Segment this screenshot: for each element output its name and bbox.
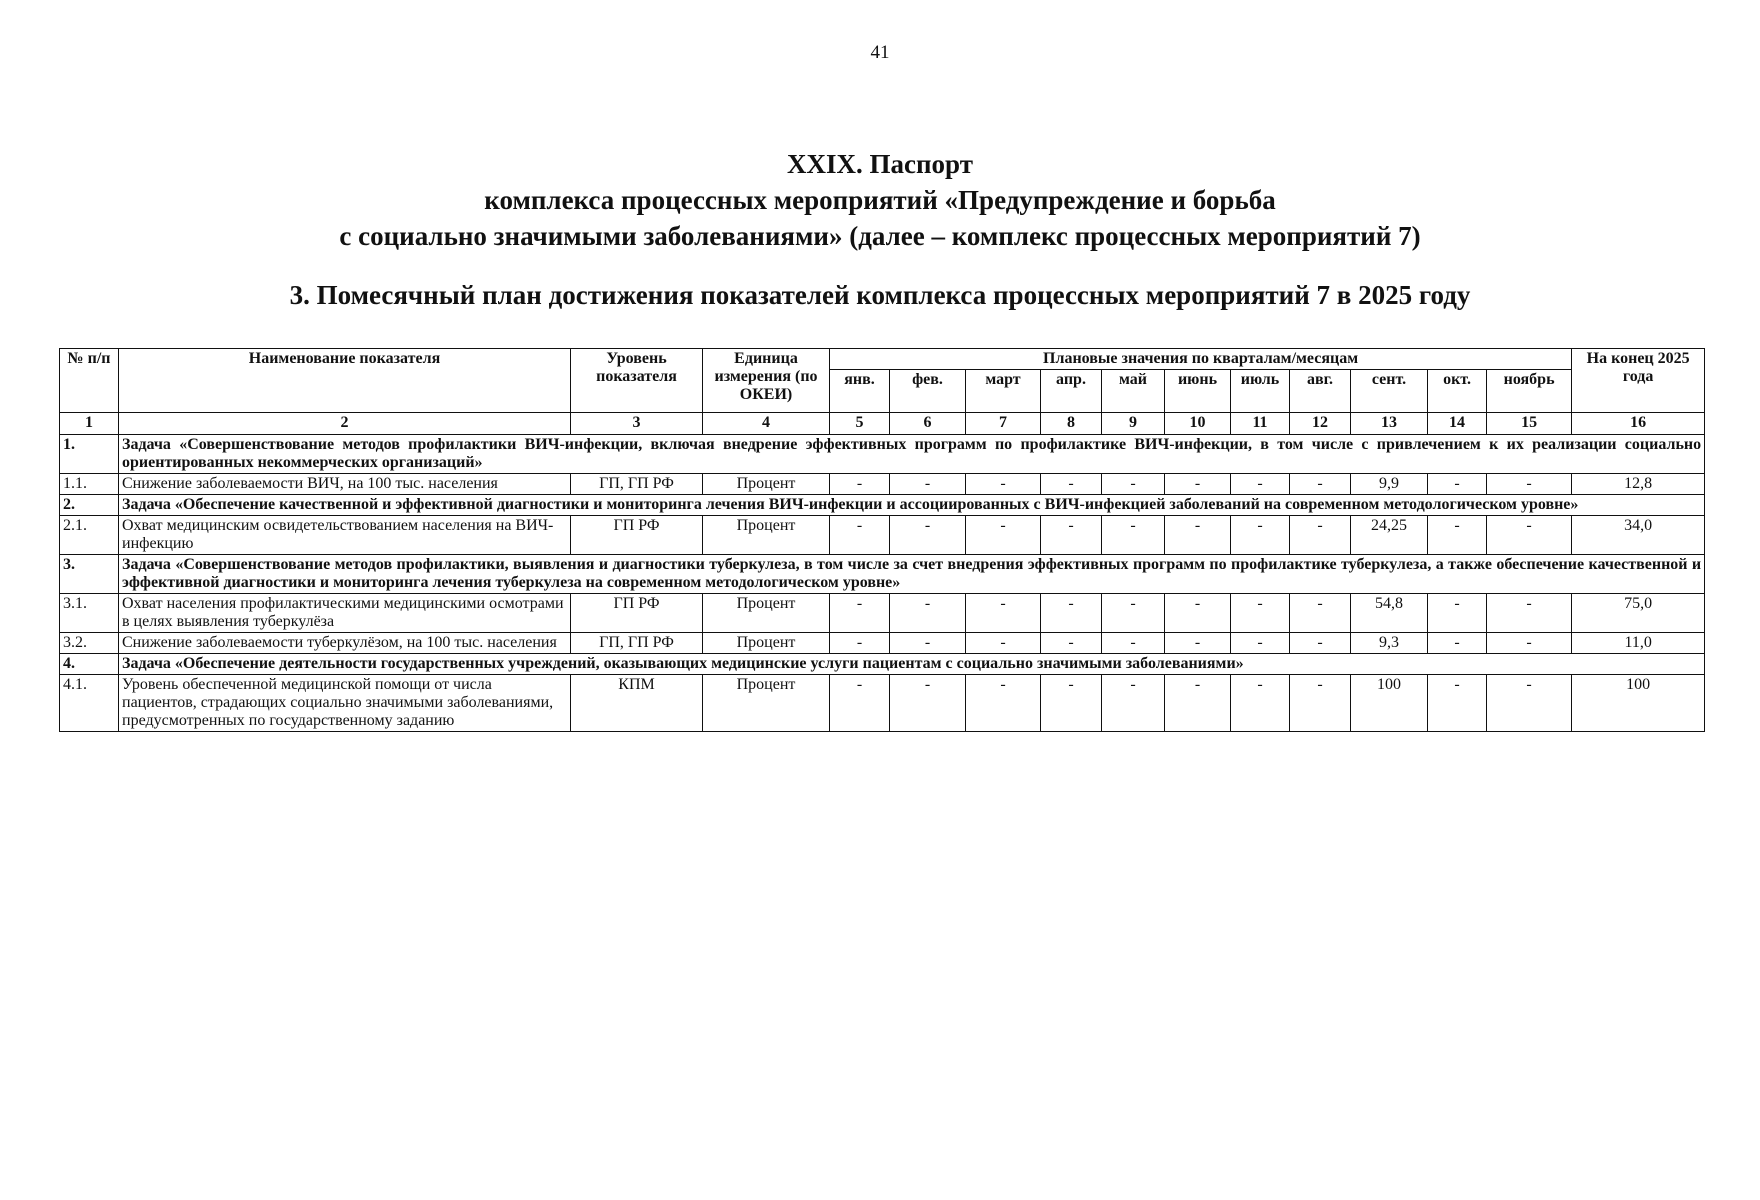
col-header-name: Наименование показателя: [119, 349, 571, 413]
month-value: -: [830, 516, 890, 555]
month-value: -: [1428, 474, 1487, 495]
month-header-may: май: [1102, 370, 1165, 413]
end-of-year-value: 75,0: [1572, 594, 1705, 633]
indicator-unit: Процент: [703, 633, 830, 654]
col-number: 7: [966, 413, 1041, 435]
month-value: -: [890, 516, 966, 555]
col-number: 6: [890, 413, 966, 435]
month-value: 9,9: [1351, 474, 1428, 495]
month-value: -: [1428, 633, 1487, 654]
month-value: 9,3: [1351, 633, 1428, 654]
col-number: 8: [1041, 413, 1102, 435]
month-value: -: [1102, 675, 1165, 732]
indicator-row: [60, 516, 1705, 555]
month-value: -: [1487, 633, 1572, 654]
col-number: 5: [830, 413, 890, 435]
title-line-3: с социально значимыми заболеваниями» (далее – комплекс процессных мероприятий 7): [339, 221, 1421, 251]
month-header-feb: фев.: [890, 370, 966, 413]
title-line-2: комплекса процессных мероприятий «Предупреждение и борьба: [484, 185, 1276, 215]
month-value: -: [1041, 474, 1102, 495]
page-number: 41: [870, 42, 890, 63]
indicator-row: [60, 633, 1705, 654]
end-of-year-value: 12,8: [1572, 474, 1705, 495]
month-value: -: [1041, 675, 1102, 732]
month-value: -: [966, 516, 1041, 555]
month-value: -: [1428, 516, 1487, 555]
indicator-name: Охват населения профилактическими медицинскими осмотрами в целях выявления туберкулёза: [119, 594, 571, 633]
col-number: 16: [1572, 413, 1705, 435]
month-header-sep: сент.: [1351, 370, 1428, 413]
task-row: [60, 495, 1705, 516]
task-text: Задача «Совершенствование методов профилактики, выявления и диагностики туберкулеза, в том числе за счет внедрения эффективных программ по профилактике туберкулеза, а также обеспечение качественной и эффективной диагностики и мониторинга лечения туберкулеза на современном методологическом уровне»: [119, 555, 1705, 594]
col-number: 3: [571, 413, 703, 435]
task-number: 4.: [60, 654, 119, 675]
task-text: Задача «Совершенствование методов профилактики ВИЧ-инфекции, включая внедрение эффективных программ по профилактике ВИЧ-инфекции, в том числе с привлечением к их реализации социально ориентированных некоммерческих организаций»: [119, 435, 1705, 474]
row-number: 3.1.: [60, 594, 119, 633]
indicator-name: Снижение заболеваемости ВИЧ, на 100 тыс. населения: [119, 474, 571, 495]
indicator-name: Охват медицинским освидетельствованием населения на ВИЧ-инфекцию: [119, 516, 571, 555]
col-number: 9: [1102, 413, 1165, 435]
month-value: -: [1102, 594, 1165, 633]
month-value: -: [1102, 474, 1165, 495]
month-value: 54,8: [1351, 594, 1428, 633]
month-value: -: [1487, 516, 1572, 555]
month-value: -: [1165, 675, 1231, 732]
end-of-year-value: 100: [1572, 675, 1705, 732]
month-header-jan: янв.: [830, 370, 890, 413]
task-text: Задача «Обеспечение деятельности государственных учреждений, оказывающих медицинские услуги пациентам с социально значимыми заболеваниями»: [119, 654, 1705, 675]
month-value: -: [1041, 633, 1102, 654]
month-value: -: [1231, 633, 1290, 654]
month-value: -: [1487, 474, 1572, 495]
section-subtitle: 3. Помесячный план достижения показателей комплекса процессных мероприятий 7 в 2025 году: [289, 280, 1471, 310]
month-value: 100: [1351, 675, 1428, 732]
month-value: -: [890, 594, 966, 633]
row-number: 2.1.: [60, 516, 119, 555]
month-header-nov: ноябрь: [1487, 370, 1572, 413]
month-value: -: [1165, 516, 1231, 555]
month-value: -: [966, 594, 1041, 633]
month-header-apr: апр.: [1041, 370, 1102, 413]
col-number: 15: [1487, 413, 1572, 435]
month-value: -: [1102, 516, 1165, 555]
month-value: -: [890, 633, 966, 654]
end-of-year-value: 11,0: [1572, 633, 1705, 654]
col-number: 4: [703, 413, 830, 435]
indicator-unit: Процент: [703, 594, 830, 633]
month-header-mar: март: [966, 370, 1041, 413]
col-number: 12: [1290, 413, 1351, 435]
indicator-unit: Процент: [703, 474, 830, 495]
row-number: 4.1.: [60, 675, 119, 732]
month-value: -: [1102, 633, 1165, 654]
passport-title: [0, 146, 1760, 254]
column-number-row: [60, 413, 1705, 435]
month-value: -: [966, 675, 1041, 732]
indicator-row: [60, 675, 1705, 732]
col-header-end: На конец 2025 года: [1572, 349, 1705, 413]
col-number: 1: [60, 413, 119, 435]
task-number: 1.: [60, 435, 119, 474]
month-value: -: [890, 474, 966, 495]
month-value: -: [1290, 675, 1351, 732]
end-of-year-value: 34,0: [1572, 516, 1705, 555]
indicator-row: [60, 594, 1705, 633]
month-value: -: [1231, 474, 1290, 495]
header-row: [60, 349, 1705, 370]
month-value: -: [1290, 594, 1351, 633]
monthly-plan-table: [59, 348, 1705, 732]
month-value: 24,25: [1351, 516, 1428, 555]
row-number: 1.1.: [60, 474, 119, 495]
col-header-num: № п/п: [60, 349, 119, 413]
month-header-oct: окт.: [1428, 370, 1487, 413]
col-header-level: Уровень показателя: [571, 349, 703, 413]
month-value: -: [1165, 594, 1231, 633]
indicator-level: ГП РФ: [571, 516, 703, 555]
month-value: -: [1231, 594, 1290, 633]
month-value: -: [1428, 675, 1487, 732]
task-row: [60, 555, 1705, 594]
task-number: 2.: [60, 495, 119, 516]
month-value: -: [1231, 516, 1290, 555]
month-value: -: [830, 633, 890, 654]
indicator-level: ГП, ГП РФ: [571, 633, 703, 654]
month-value: -: [1231, 675, 1290, 732]
col-number: 2: [119, 413, 571, 435]
col-number: 14: [1428, 413, 1487, 435]
month-value: -: [1041, 516, 1102, 555]
indicator-level: КПМ: [571, 675, 703, 732]
task-row: [60, 654, 1705, 675]
month-header-aug: авг.: [1290, 370, 1351, 413]
title-line-1: XXIX. Паспорт: [787, 149, 973, 179]
month-header-jul: июль: [1231, 370, 1290, 413]
task-text: Задача «Обеспечение качественной и эффективной диагностики и мониторинга лечения ВИЧ-инфекции и ассоциированных с ВИЧ-инфекцией заболеваний на современном методологическом уровне»: [119, 495, 1705, 516]
col-header-plan-group: Плановые значения по кварталам/месяцам: [830, 349, 1572, 370]
month-value: -: [1487, 594, 1572, 633]
row-number: 3.2.: [60, 633, 119, 654]
indicator-row: [60, 474, 1705, 495]
indicator-level: ГП, ГП РФ: [571, 474, 703, 495]
col-number: 11: [1231, 413, 1290, 435]
month-value: -: [966, 474, 1041, 495]
month-value: -: [830, 675, 890, 732]
month-value: -: [830, 594, 890, 633]
indicator-name: Уровень обеспеченной медицинской помощи от числа пациентов, страдающих социально значимыми заболеваниями, предусмотренных по государственному заданию: [119, 675, 571, 732]
indicator-unit: Процент: [703, 675, 830, 732]
month-value: -: [1290, 633, 1351, 654]
month-value: -: [1165, 474, 1231, 495]
month-value: -: [1165, 633, 1231, 654]
month-value: -: [830, 474, 890, 495]
indicator-level: ГП РФ: [571, 594, 703, 633]
month-value: -: [1290, 474, 1351, 495]
month-value: -: [1041, 594, 1102, 633]
col-number: 13: [1351, 413, 1428, 435]
month-value: -: [890, 675, 966, 732]
month-value: -: [1290, 516, 1351, 555]
month-header-jun: июнь: [1165, 370, 1231, 413]
indicator-name: Снижение заболеваемости туберкулёзом, на 100 тыс. населения: [119, 633, 571, 654]
task-row: [60, 435, 1705, 474]
month-value: -: [966, 633, 1041, 654]
task-number: 3.: [60, 555, 119, 594]
month-value: -: [1487, 675, 1572, 732]
col-header-unit: Единица измерения (по ОКЕИ): [703, 349, 830, 413]
indicator-unit: Процент: [703, 516, 830, 555]
month-value: -: [1428, 594, 1487, 633]
col-number: 10: [1165, 413, 1231, 435]
